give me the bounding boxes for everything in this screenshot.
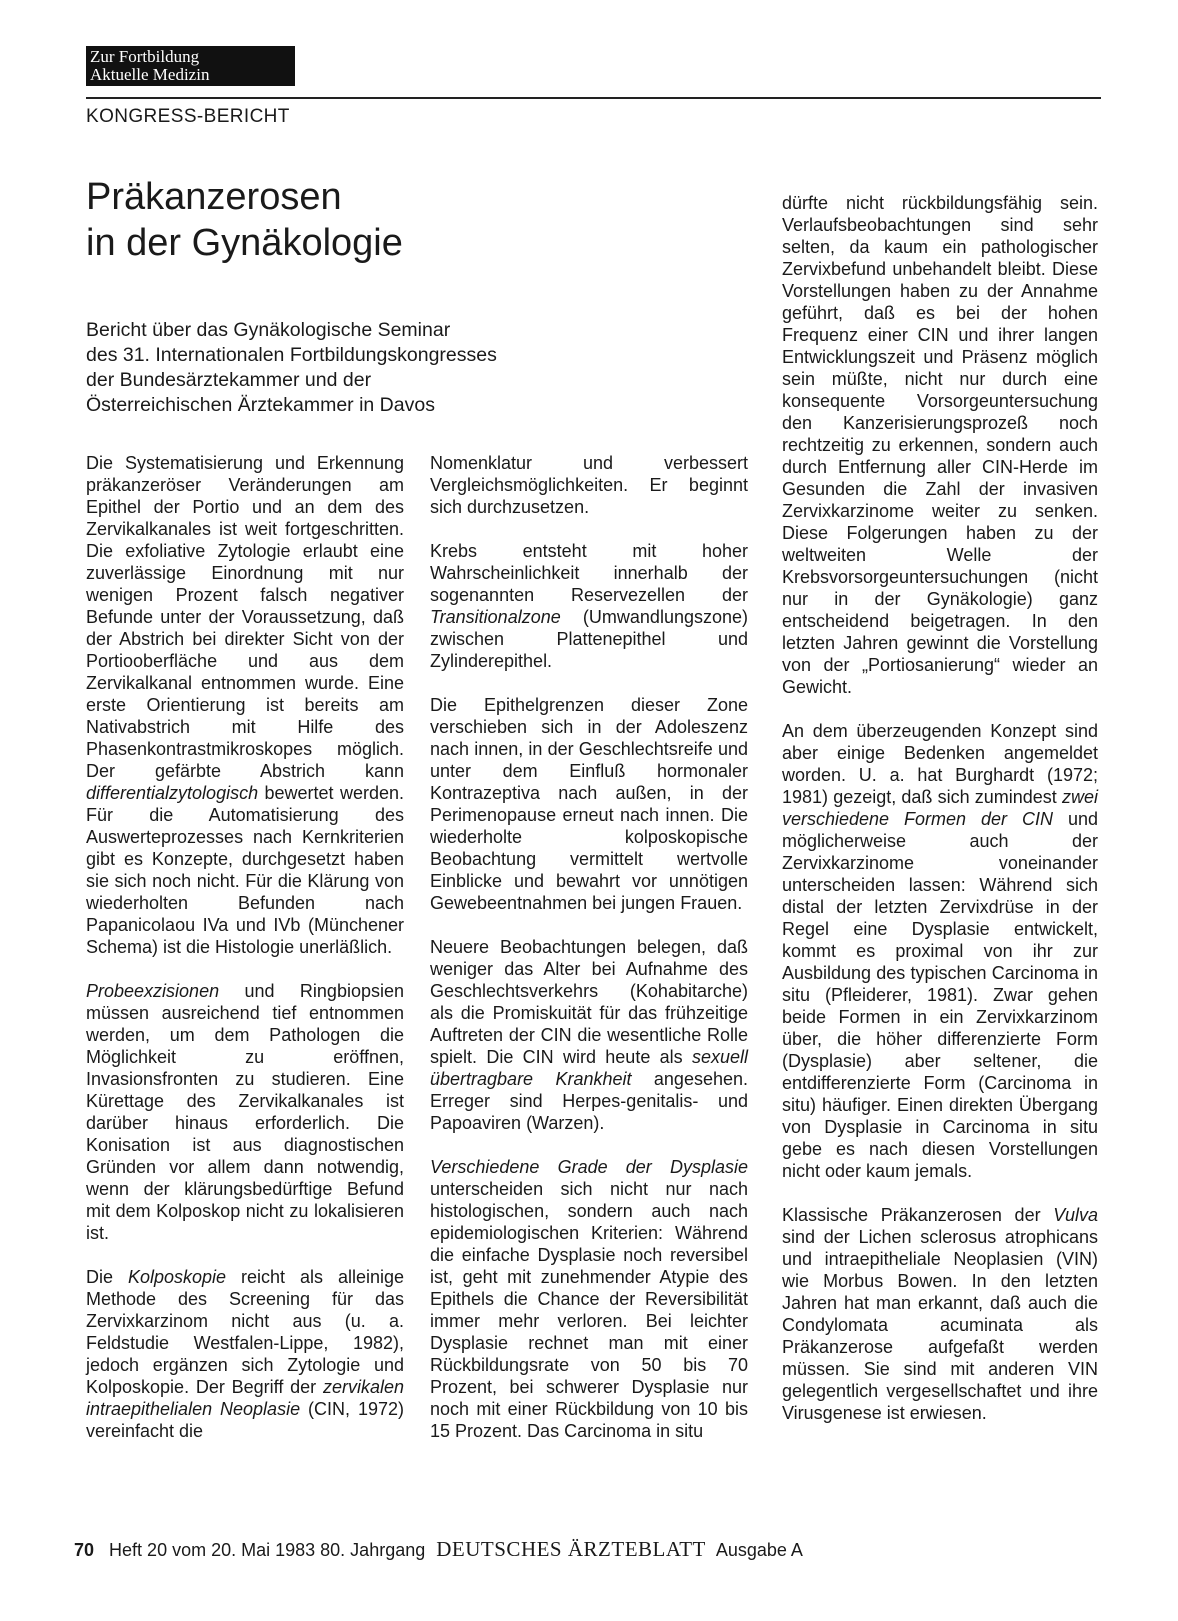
paragraph: [430, 1156, 748, 1442]
subtitle-line: des 31. Internationalen Fortbildungskongresses: [86, 344, 497, 366]
text-run: Die Systematisierung und Erkennung präkanzeröser Veränderungen am Epithel der Portio und an dem des Zervikalkanales ist weit fortgeschritten. Die exfoliative Zytologie erlaubt eine zuverlässige Einordnung mit nur wenigen Prozent falsch negativer Befunde unter der Voraussetzung, daß der Abstrich bei direkter Sicht von der Portiooberfläche und aus dem Zervikalkanal entnommen wurde. Eine erste Orientierung ist bereits am Nativabstrich mit Hilfe des Phasenkontrastmikroskopes möglich. Der gefärbte Abstrich kann: [86, 453, 404, 781]
edition-info: Ausgabe A: [715, 1540, 803, 1560]
italic-run: Probeexzisionen: [86, 981, 220, 1001]
text-run: Die Epithelgrenzen dieser Zone verschieben sich in der Adoleszenz nach innen, in der Geschlechtsreife und unter dem Einfluß hormonaler Kontrazeptiva nach außen, in der Perimenopause erneut nach innen. Die wiederholte kolposkopische Beobachtung vermittelt wertvolle Einblicke und bewahrt vor unnötigen Gewebeentnahmen bei jungen Frauen.: [430, 695, 748, 913]
page-number: 70: [74, 1540, 95, 1560]
text-run: und möglicherweise auch der Zervixkarzinome voneinander unterscheiden lassen: Während sich distal der letzten Zervixdrüse in der Regel eine Dysplasie entwickelt, kommt es proximal von ihr zur Ausbildung des typischen Carcinoma in situ (Pfleiderer, 1981). Zwar gehen beide Formen in ein Zervixkarzinom über, die höher differenzierte Form (Dysplasie) aber seltener, die entdifferenzierte Form (Carcinoma in situ) häufiger. Einen direkten Übergang von Dysplasie in Carcinoma in situ gebe es nach diesen Vorstellungen nicht oder kaum jemals.: [782, 809, 1098, 1181]
article-title-line1: Präkanzerosen: [86, 176, 342, 218]
text-run: reicht als alleinige Methode des Screening für das Zervixkarzinom nicht aus (u. a. Feldstudie Westfalen-Lippe, 1982), jedoch ergänzen sich Zytologie und Kolposkopie. Der Begriff der: [86, 1267, 404, 1397]
paragraph: [86, 1266, 404, 1442]
article-subtitle: [86, 318, 726, 418]
text-run: und Ringbiopsien müssen ausreichend tief entnommen werden, um dem Pathologen die Möglichkeit zu eröffnen, Invasionsfronten zu studieren. Eine Kürettage des Zervikalkanales ist darüber hinaus erforderlich. Die Konisation ist aus diagnostischen Gründen vor allem dann notwendig, wenn der klärungsbedürftige Befund mit dem Kolposkop nicht zu lokalisieren ist.: [86, 981, 404, 1243]
text-run: An dem überzeugenden Konzept sind aber einige Bedenken angemeldet worden. U. a. hat Burghardt (1972; 1981) gezeigt, daß sich zumindest: [782, 721, 1098, 807]
header-rule: [86, 97, 1101, 99]
text-run: (CIN, 1972) vereinfacht die: [86, 1399, 404, 1441]
text-run: Klassische Präkanzerosen der: [782, 1205, 1054, 1225]
italic-run: Vulva: [1053, 1205, 1098, 1225]
section-label: KONGRESS-BERICHT: [86, 106, 290, 127]
paragraph: [782, 192, 1098, 698]
text-run: unterscheiden sich nicht nur nach histologischen, sondern auch nach epidemiologischen Kriterien: Während die einfache Dysplasie noch reversibel ist, geht mit zunehmender Atypie des Epithels die Chance der Reversibilität immer mehr verloren. Bei leichter Dysplasie rechnet man mit einer Rückbildungsrate von 50 bis 70 Prozent, bei schwerer Dysplasie nur noch mit einer Rückbildung von 10 bis 15 Prozent. Das Carcinoma in situ: [430, 1179, 748, 1441]
text-column-2: [430, 452, 748, 1464]
series-label-line2: Aktuelle Medizin: [90, 65, 210, 84]
italic-run: Verschiedene Grade der Dysplasie: [430, 1157, 748, 1177]
italic-run: zwei verschiedene Formen der CIN: [782, 787, 1098, 829]
text-run: Nomenklatur und verbessert Vergleichsmöglichkeiten. Er beginnt sich durchzusetzen.: [430, 453, 748, 517]
article-title-line2: in der Gynäkologie: [86, 222, 403, 264]
paragraph: [430, 540, 748, 672]
text-run: Die: [86, 1267, 128, 1287]
paragraph: [86, 452, 404, 958]
paragraph: [430, 694, 748, 914]
journal-name: DEUTSCHES ÄRZTEBLATT: [436, 1537, 706, 1561]
text-run: bewertet werden. Für die Automatisierung des Auswerteprozesses nach Kernkriterien gibt es Konzepte, durchgesetzt haben sie sich noch nicht. Für die Klärung von wiederholten Befunden nach Papanicolaou IVa und IVb (Münchener Schema) ist die Histologie unerläßlich.: [86, 783, 404, 957]
paragraph: [430, 936, 748, 1134]
text-run: Krebs entsteht mit hoher Wahrscheinlichkeit innerhalb der sogenannten Reservezellen der: [430, 541, 748, 605]
text-run: Neuere Beobachtungen belegen, daß weniger das Alter bei Aufnahme des Geschlechtsverkehrs (Kohabitarche) als die Promiskuität für das frühzeitige Auftreten der CIN die wesentliche Rolle spielt. Die CIN wird heute als: [430, 937, 748, 1067]
italic-run: differentialzytologisch: [86, 783, 259, 803]
article-title: [86, 174, 726, 266]
italic-run: Kolposkopie: [127, 1267, 227, 1287]
italic-run: sexuell übertragbare Krankheit: [430, 1047, 748, 1089]
text-run: sind der Lichen sclerosus atrophicans und intraepitheliale Neoplasien (VIN) wie Morbus Bowen. In den letzten Jahren hat man erkannt, daß auch die Condylomata acuminata als Präkanzerose aufgefaßt werden müssen. Sie sind mit anderen VIN gelegentlich vergesellschaftet und ihre Virusgenese ist erwiesen.: [782, 1227, 1098, 1423]
paragraph: [86, 980, 404, 1244]
paragraph: [782, 1204, 1098, 1424]
text-run: angesehen. Erreger sind Herpes-genitalis- und Papoaviren (Warzen).: [430, 1069, 748, 1133]
subtitle-line: der Bundesärztekammer und der: [86, 369, 372, 391]
text-column-1: [86, 452, 404, 1464]
text-run: dürfte nicht rückbildungsfähig sein. Verlaufsbeobachtungen sind sehr selten, da kaum ein pathologischer Zervixbefund unbehandelt bleibt. Diese Vorstellungen haben zu der Annahme geführt, daß es bei der hohen Frequenz einer CIN und ihrer langen Entwicklungszeit und Präsenz möglich sein müßte, nicht nur durch eine konsequente Vorsorgeuntersuchung den Kanzerisierungsprozeß noch rechtzeitig zu erkennen, sondern auch durch Entfernung aller CIN-Herde im Gesunden die Zahl der invasiven Zervixkarzinome weiter zu senken. Diese Folgerungen haben zu der weltweiten Welle der Krebsvorsorgeuntersuchungen (nicht nur in der Gynäkologie) ganz entscheidend beigetragen. In den letzten Jahren gewinnt die Vorstellung von der „Portiosanierung“ wieder an Gewicht.: [782, 193, 1098, 697]
paragraph: [782, 720, 1098, 1182]
page-footer: [74, 1537, 803, 1562]
text-column-3: [782, 192, 1098, 1446]
italic-run: zervikalen intraepithelialen Neoplasie: [86, 1377, 404, 1419]
subtitle-line: Österreichischen Ärztekammer in Davos: [86, 394, 435, 416]
text-run: (Umwandlungszone) zwischen Plattenepithel und Zylinderepithel.: [430, 607, 748, 671]
subtitle-line: Bericht über das Gynäkologische Seminar: [86, 319, 451, 341]
series-label-line1: Zur Fortbildung: [90, 47, 200, 66]
italic-run: Transitionalzone: [430, 607, 561, 627]
paragraph: [430, 452, 748, 518]
issue-info: Heft 20 vom 20. Mai 1983 80. Jahrgang: [109, 1540, 426, 1560]
series-label-box: [86, 46, 295, 86]
